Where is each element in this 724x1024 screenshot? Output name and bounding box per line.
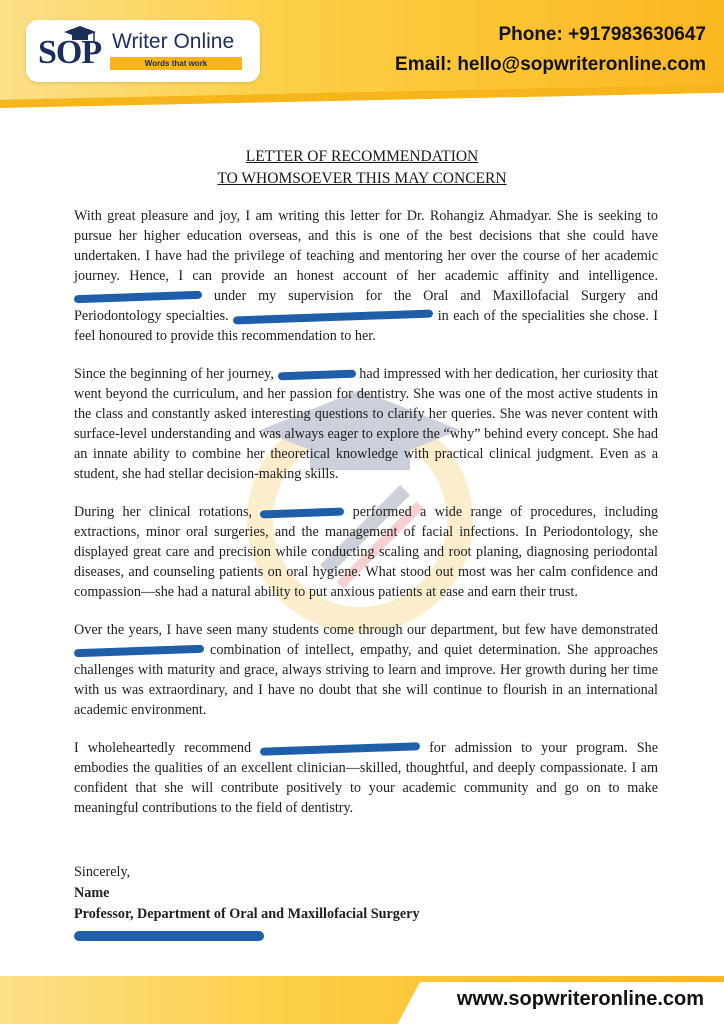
logo-mark: SOP <box>38 34 102 71</box>
redaction-mark <box>233 309 433 324</box>
company-logo[interactable] <box>26 20 260 82</box>
signer-title: Professor, Department of Oral and Maxillofacial Surgery <box>74 906 420 922</box>
signer-institution <box>74 925 420 946</box>
letter-title: LETTER OF RECOMMENDATION <box>245 148 479 165</box>
paragraph-4: Over the years, I have seen many students come through our department, but few have demonstrated combination of intellect, empathy, and quiet determination. She approaches challenges with maturity and grace, always striving to learn and improve. Her growth during her time with us was extraordinary, and I have no doubt that she will continue to flourish in an international academic environment. <box>74 622 658 718</box>
signer-name: Name <box>74 885 110 901</box>
redaction-mark <box>74 931 264 941</box>
letter-body <box>74 206 658 836</box>
redaction-mark <box>260 742 420 756</box>
redaction-mark <box>74 644 204 657</box>
header-banner <box>0 0 724 120</box>
logo-name: Writer Online <box>112 30 235 53</box>
paragraph-3: During her clinical rotations, performed a wide range of procedures, including extractions, minor oral surgeries, and the management of facial infections. In Periodontology, she displayed great care and precision while conducting scaling and root planing, diagnosing periodontal diseases, and counseling patients on oral hygiene. What stood out most was her calm confidence and compassion—she had a natural ability to put anxious patients at ease and earn their trust. <box>74 504 658 600</box>
logo-tagline: Words that work <box>110 57 242 70</box>
website-link[interactable]: www.sopwriteronline.com <box>456 988 704 1010</box>
closing: Sincerely, <box>74 864 131 880</box>
paragraph-2: Since the beginning of her journey, had impressed with her dedication, her curiosity that went beyond the curriculum, and her passion for dentistry. She was one of the most active students in the class and constantly asked interesting questions to clarify her queries. She was never content with surface-level understanding and was always eager to explore the “why” behind every concept. She had an innate ability to combine her theoretical knowledge with practical clinical judgment. Even as a student, she had stellar decision-making skills. <box>74 366 658 482</box>
redaction-mark <box>74 291 202 303</box>
paragraph-5: I wholeheartedly recommend for admission to your program. She embodies the qualities of an excellent clinician—skilled, thoughtful, and deeply compassionate. I am confident that she will contribute positively to your academic community and go on to make meaningful contributions to the field of dentistry. <box>74 740 658 816</box>
contact-phone[interactable]: Phone: +917983630647 <box>498 24 706 45</box>
redaction-mark <box>277 369 355 380</box>
contact-email[interactable]: Email: hello@sopwriteronline.com <box>395 54 706 75</box>
letter-subtitle: TO WHOMSOEVER THIS MAY CONCERN <box>217 170 507 187</box>
signature-block <box>74 862 420 946</box>
paragraph-1: With great pleasure and joy, I am writing this letter for Dr. Rohangiz Ahmadyar. She is seeking to pursue her higher education overseas, and this is one of the best decisions that she could have undertaken. I have had the privilege of teaching and mentoring her over the course of her academic journey. Hence, I can provide an honest account of her academic affinity and intelligence. under my supervision for the Oral and Maxillofacial Surgery and Periodontology specialties. in each of the specialities she chose. I feel honoured to provide this recommendation to her. <box>74 208 658 344</box>
redaction-mark <box>260 507 344 518</box>
footer-banner <box>0 976 724 1024</box>
